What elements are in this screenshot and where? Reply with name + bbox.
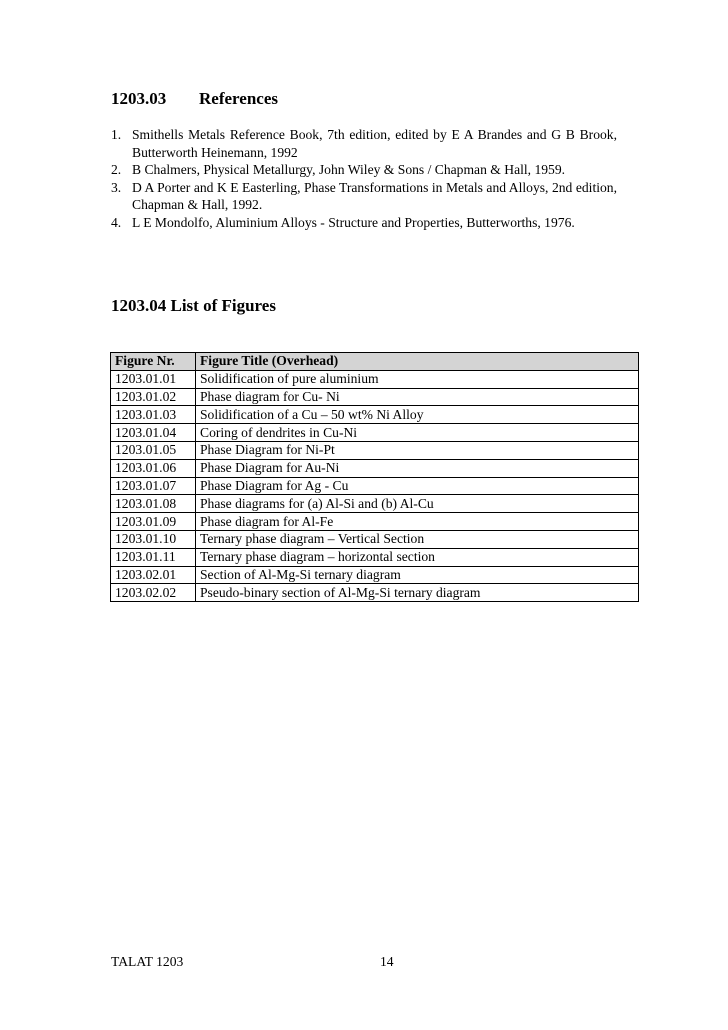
- figure-title-cell: Section of Al-Mg-Si ternary diagram: [196, 566, 639, 584]
- figure-number-cell: 1203.01.07: [111, 477, 196, 495]
- reference-text: L E Mondolfo, Aluminium Alloys - Structure and Properties, Butterworths, 1976.: [132, 214, 575, 230]
- reference-text: B Chalmers, Physical Metallurgy, John Wiley & Sons / Chapman & Hall, 1959.: [132, 162, 566, 177]
- references-list: [111, 126, 617, 231]
- column-header-figure-nr: Figure Nr.: [111, 353, 196, 371]
- reference-item: [111, 161, 617, 179]
- figure-title-cell: Phase Diagram for Ni-Pt: [196, 441, 639, 459]
- figure-number-cell: 1203.01.03: [111, 406, 196, 424]
- references-section-title: References: [199, 89, 278, 108]
- references-section-number: 1203.03: [111, 89, 167, 108]
- list-of-figures-heading: 1203.04 List of Figures: [111, 296, 276, 315]
- column-header-figure-title: Figure Title (Overhead): [196, 353, 639, 371]
- figure-title-cell: Phase diagrams for (a) Al-Si and (b) Al-Cu: [196, 495, 639, 513]
- figure-number-cell: 1203.01.04: [111, 424, 196, 442]
- figure-title-cell: Coring of dendrites in Cu-Ni: [196, 424, 639, 442]
- table-row: [111, 566, 639, 584]
- table-row: [111, 530, 639, 548]
- figure-number-cell: 1203.01.01: [111, 370, 196, 388]
- table-row: [111, 548, 639, 566]
- figure-number-cell: 1203.01.08: [111, 495, 196, 513]
- reference-item: [111, 126, 617, 161]
- table-row: [111, 388, 639, 406]
- figure-title-cell: Phase diagram for Al-Fe: [196, 513, 639, 531]
- reference-number: 3.: [111, 179, 122, 195]
- figure-number-cell: 1203.02.01: [111, 566, 196, 584]
- table-row: [111, 459, 639, 477]
- figure-number-cell: 1203.01.09: [111, 513, 196, 531]
- reference-number: 1.: [111, 127, 122, 142]
- figure-title-cell: Ternary phase diagram – Vertical Section: [196, 530, 639, 548]
- table-row: [111, 477, 639, 495]
- figure-number-cell: 1203.01.11: [111, 548, 196, 566]
- figure-title-cell: Phase Diagram for Au-Ni: [196, 459, 639, 477]
- figure-title-cell: Solidification of pure aluminium: [196, 370, 639, 388]
- figure-title-cell: Ternary phase diagram – horizontal section: [196, 548, 639, 566]
- footer-document-id: TALAT 1203: [111, 954, 184, 969]
- table-row: [111, 495, 639, 513]
- figure-number-cell: 1203.01.02: [111, 388, 196, 406]
- figures-table: [110, 352, 639, 602]
- figure-title-cell: Solidification of a Cu – 50 wt% Ni Alloy: [196, 406, 639, 424]
- figure-number-cell: 1203.01.05: [111, 441, 196, 459]
- reference-item: [111, 214, 617, 232]
- table-header-row: [111, 353, 639, 371]
- table-row: [111, 584, 639, 602]
- table-row: [111, 424, 639, 442]
- figure-number-cell: 1203.02.02: [111, 584, 196, 602]
- reference-text: Smithells Metals Reference Book, 7th edition, edited by E A Brandes and G B Brook, Butterworth Heinemann, 1992: [132, 127, 617, 160]
- figure-number-cell: 1203.01.10: [111, 530, 196, 548]
- figure-title-cell: Phase diagram for Cu- Ni: [196, 388, 639, 406]
- footer-page-number: 14: [380, 954, 394, 969]
- table-row: [111, 370, 639, 388]
- figure-title-cell: Pseudo-binary section of Al-Mg-Si ternary diagram: [196, 584, 639, 602]
- figure-title-cell: Phase Diagram for Ag - Cu: [196, 477, 639, 495]
- table-row: [111, 441, 639, 459]
- reference-number: 4.: [111, 214, 122, 230]
- figure-number-cell: 1203.01.06: [111, 459, 196, 477]
- table-row: [111, 406, 639, 424]
- reference-item: [111, 179, 617, 214]
- reference-text: D A Porter and K E Easterling, Phase Transformations in Metals and Alloys, 2nd edition, Chapman & Hall, 1992.: [132, 179, 617, 212]
- references-heading: [111, 89, 278, 109]
- reference-number: 2.: [111, 162, 122, 177]
- table-row: [111, 513, 639, 531]
